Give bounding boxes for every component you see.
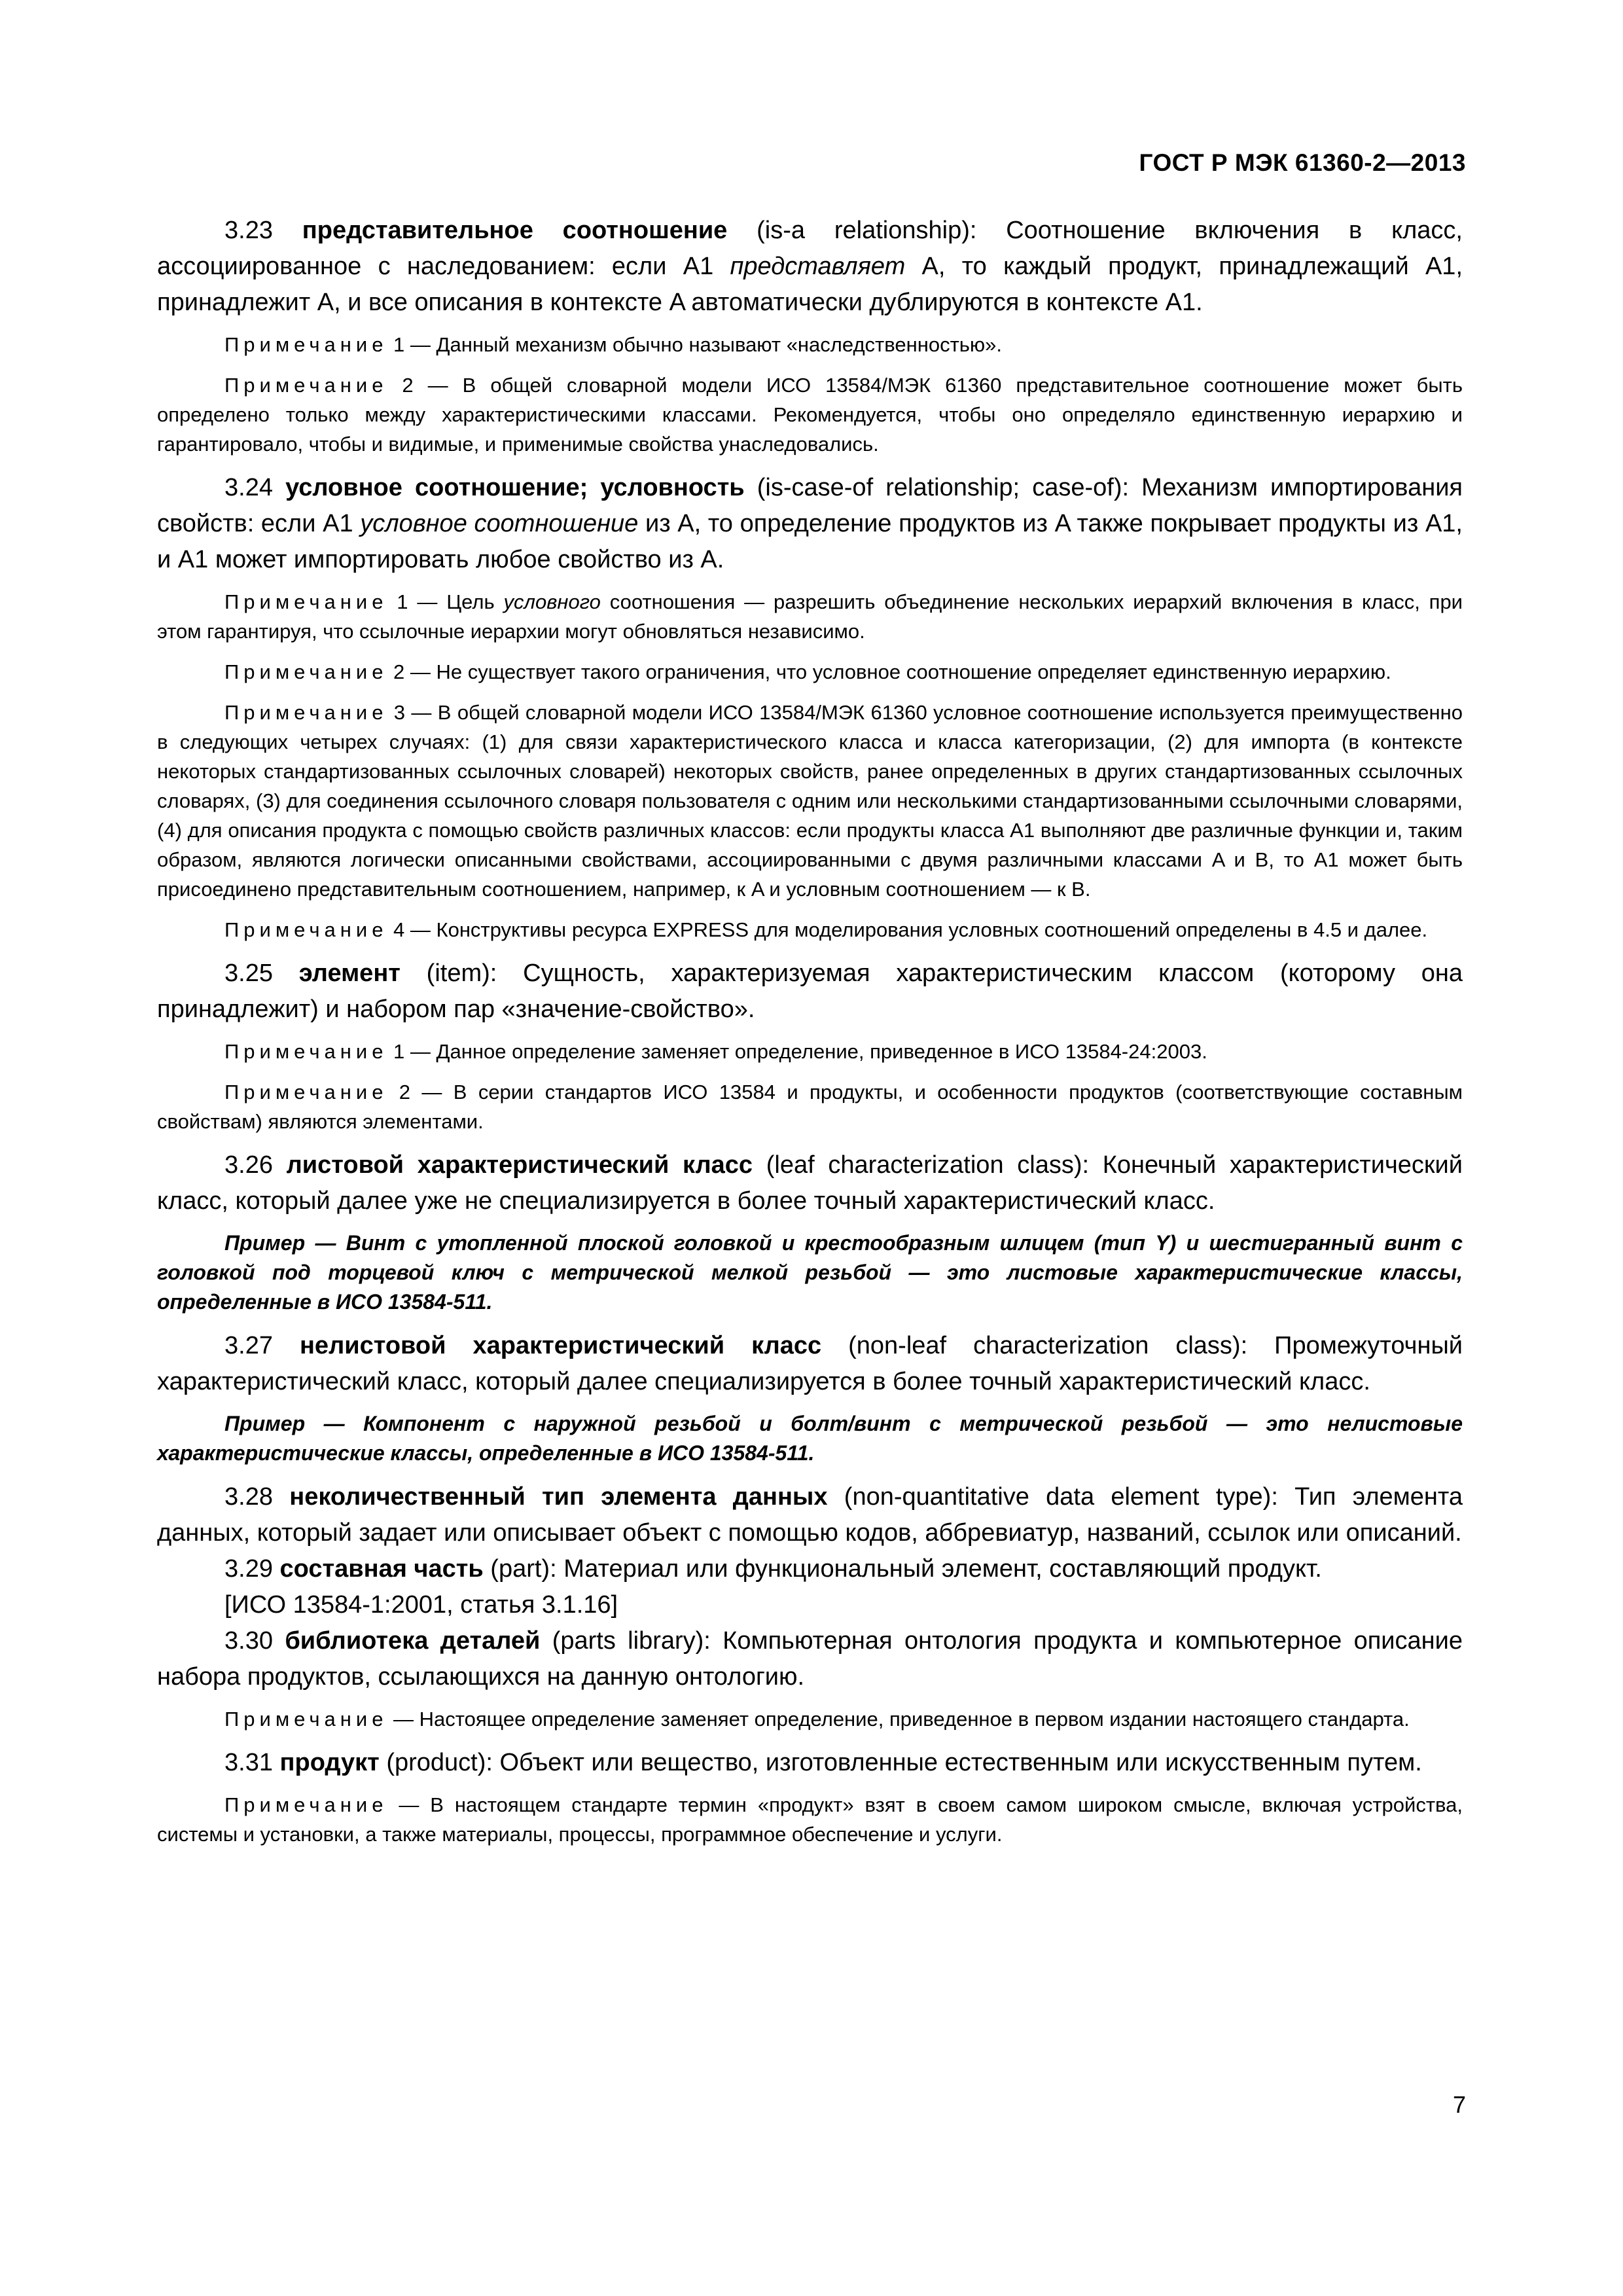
note-label: Примечание [224, 374, 388, 397]
emphasis: условное соотношение [360, 510, 639, 537]
note-text: соотношения — разрешить объединение нескольких иерархий включения в класс, при этом гарантируя, что ссылочные иерархии могут обновляться независимо. [157, 590, 1463, 643]
term-name: составная часть [279, 1555, 484, 1583]
note-text: 1 — Данный механизм обычно называют «наследственностью». [387, 333, 1003, 356]
note-label: Примечание [224, 918, 388, 941]
note-text: 2 — В общей словарной модели ИСО 13584/МЭК 61360 представительное соотношение может быть определено только между характеристическими классами. Рекомендуется, чтобы оно определяло единственную иерархию и гарантировало, чтобы и видимые, и применимые свойства унаследовались. [157, 374, 1463, 456]
entry-number: 3.29 [224, 1555, 273, 1583]
term-name: условное соотношение; условность [285, 474, 745, 501]
page-number: 7 [1452, 2091, 1466, 2118]
entry-number: 3.31 [224, 1749, 273, 1776]
term-entry-3-24 [157, 470, 1463, 578]
note-text: 1 — Цель [387, 590, 504, 613]
entry-number: 3.25 [224, 960, 273, 987]
note-label: Примечание [224, 660, 388, 683]
document-body [157, 213, 1463, 1860]
term-entry-3-25 [157, 956, 1463, 1028]
term-entry-3-26 [157, 1147, 1463, 1219]
note-label: Примечание [224, 590, 388, 613]
term-name: продукт [279, 1749, 380, 1776]
note-text: 2 — В серии стандартов ИСО 13584 и продукты, и особенности продуктов (соответствующие составным свойствам) являются элементами. [157, 1081, 1463, 1133]
definition-text: (part): Материал или функциональный элемент, составляющий продукт. [483, 1555, 1322, 1583]
entry-number: 3.23 [224, 217, 273, 244]
note [157, 1790, 1463, 1849]
note-text: 4 — Конструктивы ресурса EXPRESS для моделирования условных соотношений определены в 4.5 и далее. [387, 918, 1428, 941]
definition-text: (is-a relationship): Соотношение включения в класс, ассоциированное с наследованием: если A1 [157, 217, 1463, 280]
note-label: Примечание [224, 333, 388, 356]
term-name: библиотека деталей [285, 1627, 541, 1655]
note [157, 1037, 1463, 1066]
entry-number: 3.26 [224, 1151, 273, 1179]
note-text: 3 — В общей словарной модели ИСО 13584/МЭК 61360 условное соотношение используется преимущественно в следующих четырех случаях: (1) для связи характеристического класса и класса категоризации, (2) для импорта (в контексте некоторых стандартизованных ссылочных словарей) некоторых свойств, ранее определенных в других стандартизованных ссылочных словарях, (3) для соединения ссылочного словаря пользователя с одним или несколькими стандартизованными ссылочными словарями, (4) для описания продукта с помощью свойств различных классов: если продукты класса A1 выполняют две различные функции и, таким образом, являются логически описанными свойствами, ассоциированными с двумя различными классами A и B, то A1 может быть присоединено представительным соотношением, например, к A и условным соотношением — к B. [157, 701, 1463, 901]
note [157, 370, 1463, 459]
definition-text: (non-leaf characterization class): Промежуточный характеристический класс, который далее специализируется в более точный характеристический класс. [157, 1332, 1463, 1395]
note [157, 698, 1463, 904]
example: Пример — Компонент с наружной резьбой и болт/винт с метрической резьбой — это нелистовые характеристические классы, определенные в ИСО 13584-511. [157, 1412, 1463, 1465]
term-entry-3-28 [157, 1479, 1463, 1551]
term-entry-3-27 [157, 1328, 1463, 1400]
note-label: Примечание [224, 701, 388, 724]
note-text: 1 — Данное определение заменяет определение, приведенное в ИСО 13584-24:2003. [387, 1040, 1207, 1063]
term-name: листовой характеристический класс [286, 1151, 753, 1179]
note-label: Примечание [224, 1040, 388, 1063]
standard-designation: ГОСТ Р МЭК 61360-2—2013 [1139, 149, 1466, 176]
entry-number: 3.24 [224, 474, 273, 501]
emphasis: условного [503, 590, 601, 613]
definition-text: из A, то определение продуктов из A также покрывает продукты из A1, и A1 может импортировать любое свойство из A. [157, 510, 1463, 573]
term-name: представительное соотношение [302, 217, 728, 244]
term-name: элемент [298, 960, 401, 987]
note-text: — Настоящее определение заменяет определение, приведенное в первом издании настоящего стандарта. [387, 1708, 1410, 1731]
note-text: — В настоящем стандарте термин «продукт» взят в своем самом широком смысле, включая устройства, системы и установки, а также материалы, процессы, программное обеспечение и услуги. [157, 1793, 1463, 1846]
note [157, 1077, 1463, 1136]
definition-text: (parts library): Компьютерная онтология продукта и компьютерное описание набора продуктов, ссылающихся на данную онтологию. [157, 1627, 1463, 1691]
note [157, 330, 1463, 359]
note-label: Примечание [224, 1081, 388, 1103]
term-entry-3-23 [157, 213, 1463, 321]
definition-text: (non-quantitative data element type): Тип элемента данных, который задает или описывает объект с помощью кодов, аббревиатур, названий, ссылок или описаний. [157, 1483, 1463, 1547]
note [157, 657, 1463, 687]
note [157, 587, 1463, 646]
term-entry-3-29 [157, 1551, 1463, 1587]
note [157, 1704, 1463, 1734]
source-reference: [ИСО 13584-1:2001, статья 3.1.16] [224, 1591, 618, 1619]
definition-text: (is-case-of relationship; case-of): Механизм импортирования свойств: если A1 [157, 474, 1463, 537]
note-label: Примечание [224, 1708, 388, 1731]
example: Пример — Винт с утопленной плоской головкой и крестообразным шлицем (тип Y) и шестигранный винт с головкой под торцевой ключ с метрической мелкой резьбой — это листовые характеристические классы, определенные в ИСО 13584-511. [157, 1231, 1463, 1314]
definition-text: (item): Сущность, характеризуемая характеристическим классом (которому она принадлежит) и набором пар «значение-свойство». [157, 960, 1463, 1023]
note-label: Примечание [224, 1793, 388, 1816]
definition-text: (leaf characterization class): Конечный характеристический класс, который далее уже не специализируется в более точный характеристический класс. [157, 1151, 1463, 1215]
emphasis: представляет [730, 253, 906, 280]
term-name: неколичественный тип элемента данных [289, 1483, 828, 1511]
term-entry-3-30 [157, 1623, 1463, 1695]
definition-text: A, то каждый продукт, принадлежащий A1, принадлежит A, и все описания в контексте A автоматически дублируются в контексте A1. [157, 253, 1463, 316]
entry-number: 3.30 [224, 1627, 273, 1655]
entry-number: 3.27 [224, 1332, 273, 1359]
definition-text: (product): Объект или вещество, изготовленные естественным или искусственным путем. [379, 1749, 1422, 1776]
term-name: нелистовой характеристический класс [299, 1332, 822, 1359]
entry-number: 3.28 [224, 1483, 273, 1511]
note [157, 915, 1463, 944]
note-text: 2 — Не существует такого ограничения, что условное соотношение определяет единственную иерархию. [387, 660, 1391, 683]
term-entry-3-31 [157, 1745, 1463, 1781]
